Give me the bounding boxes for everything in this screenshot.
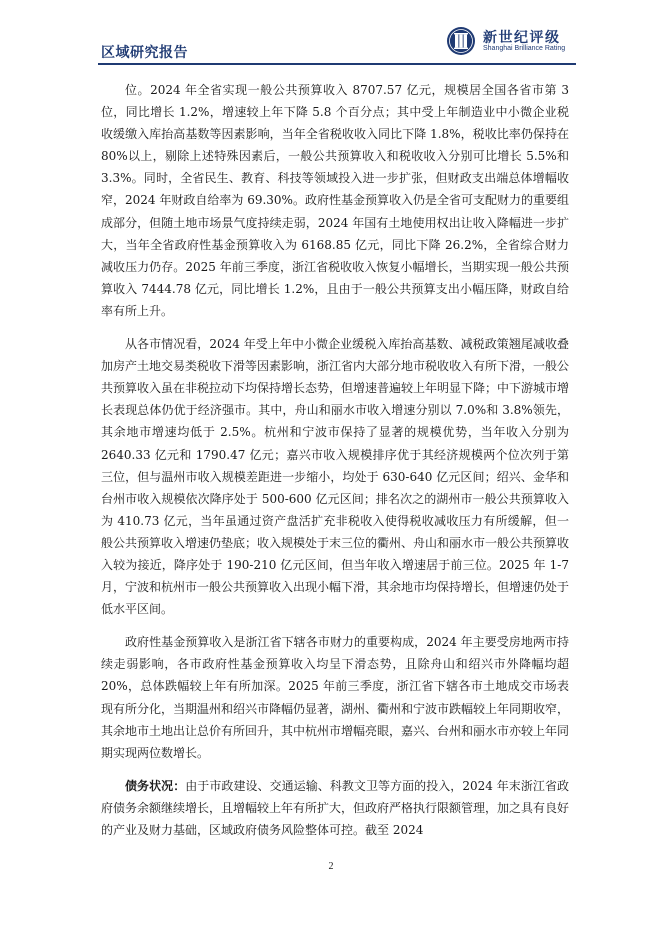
paragraph-debt-status [101, 775, 569, 841]
paragraph-text: 位。2024 年全省实现一般公共预算收入 8707.57 亿元，规模居全国各省市第 3 位，同比增长 1.2%，增速较上年下降 5.8 个百分点；其中受上年制造业中小微企业税收缓缴入库抬高基数等因素影响，当年全省税收收入同比下降 1.8%，税收比率仍保持在 80%以上，剔除上述特殊因素后，一般公共预算收入和税收收入分别可比增长 5.5%和 3.3%。同时，全省民生、教育、科技等领域投入进一步扩张，但财政支出端总体增幅收窄，2024 年财政自给率为 69.30%。政府性基金预算收入仍是全省可支配财力的重要组成部分，但随土地市场景气度持续走弱，2024 年国有土地使用权出让收入降幅进一步扩大，当年全省政府性基金预算收入为 6168.85 亿元，同比下降 26.2%，全省综合财力减收压力仍存。2025 年前三季度，浙江省税收收入恢复小幅增长，当期实现一般公共预算收入 7444.78 亿元，同比增长 1.2%，且由于一般公共预算支出小幅压降，财政自给率有所上升。 [101, 83, 569, 318]
paragraph-text: 从各市情况看，2024 年受上年中小微企业缓税入库抬高基数、减税政策翘尾减收叠加房产土地交易类税收下滑等因素影响，浙江省内大部分地市税收收入有所下滑，一般公共预算收入虽在非税拉动下均保持增长态势，但增速普遍较上年明显下降；中下游城市增长表现总体仍优于经济强市。其中，舟山和丽水市收入增速分别以 7.0%和 3.8%领先，其余地市增速均低于 2.5%。杭州和宁波市保持了显著的规模优势，当年收入分别为 2640.33 亿元和 1790.47 亿元；嘉兴市收入规模排序优于其经济规模两个位次列于第三位，但与温州市收入规模差距进一步缩小，均处于 630-640 亿元区间；绍兴、金华和台州市收入规模依次降序处于 500-600 亿元区间；排名次之的湖州市一般公共预算收入为 410.73 亿元，当年虽通过资产盘活扩充非税收入使得税收减收压力有所缓解，但一般公共预算收入增速仍垫底；收入规模处于末三位的衢州、舟山和丽水市一般公共预算收入较为接近，降序处于 190-210 亿元区间，但当年收入增速居于前三位。2025 年 1-7 月，宁波和杭州市一般公共预算收入出现小幅下滑，其余地市均保持增长，但增速仍处于低水平区间。 [101, 337, 570, 617]
body-text [101, 79, 569, 852]
logo-text-en: Shanghai Brilliance Rating [483, 45, 566, 52]
paragraph-text: 政府性基金预算收入是浙江省下辖各市财力的重要构成，2024 年主要受房地两市持续走弱影响，各市政府性基金预算收入均呈下滑态势，且除舟山和绍兴市外降幅均超 20%，总体跌幅较上年有所加深。2025 年前三季度，浙江省下辖各市土地成交市场表现有所分化，当期温州和绍兴市降幅仍显著，湖州、衢州和宁波市跌幅较上年同期收窄，其余地市土地出让总价有所回升，其中杭州市增幅亮眼，嘉兴、台州和丽水市亦较上年同期实现两位数增长。 [101, 635, 570, 760]
header-divider [98, 63, 576, 65]
paragraph-text: 由于市政建设、交通运输、科教文卫等方面的投入，2024 年末浙江省政府债务余额继续增长，且增幅较上年有所扩大，但政府严格执行限额管理，加之具有良好的产业及财力基础，区域政府债务风险整体可控。截至 2024 [101, 778, 570, 837]
logo [446, 26, 576, 58]
paragraph-fund-budget [101, 631, 569, 764]
paragraph-city-comparison [101, 333, 569, 620]
rating-agency-logo-icon [446, 26, 476, 56]
page-number: 2 [328, 861, 334, 872]
logo-text-cn: 新世纪评级 [483, 30, 561, 46]
section-title: 区域研究报告 [101, 45, 188, 61]
paragraph-lead: 债务状况： [125, 778, 186, 793]
paragraph-fiscal-revenue [101, 79, 569, 322]
